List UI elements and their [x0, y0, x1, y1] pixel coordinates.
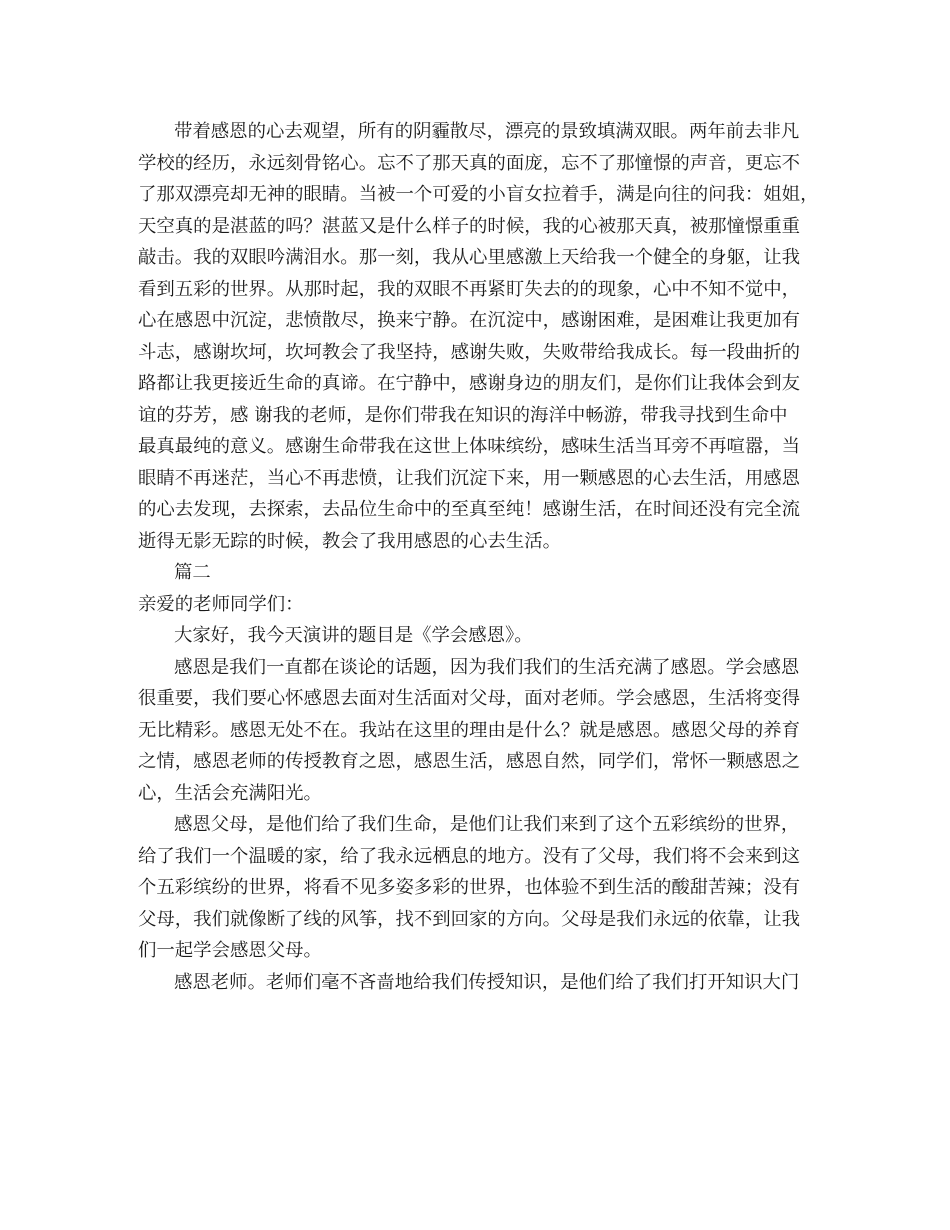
text-line: 眼睛不再迷茫，当心不再悲愤，让我们沉淀下来，用一颗感恩的心去生活，用感恩 [138, 467, 801, 489]
text-line: 之情，感恩老师的传授教育之恩，感恩生活，感恩自然，同学们，常怀一颗感恩之 [138, 751, 801, 772]
text-line: 大家好，我今天演讲的题目是《学会感恩》。 [174, 625, 533, 646]
text-line: 带着感恩的心去观望，所有的阴霾散尽，漂亮的景致填满双眼。两年前去非凡 [174, 121, 800, 142]
text-line: 感恩老师。老师们毫不吝啬地给我们传授知识，是他们给了我们打开知识大门 [174, 971, 800, 993]
document-body [138, 116, 828, 998]
text-line: 父母，我们就像断了线的风筝，找不到回家的方向。父母是我们永远的依靠，让我 [138, 908, 801, 930]
text-line: 逝得无影无踪的时候，教会了我用感恩的心去生活。 [138, 530, 561, 552]
text-line: 学校的经历，永远刻骨铭心。忘不了那天真的面庞，忘不了那憧憬的声音，更忘不 [138, 152, 801, 174]
text-line: 很重要，我们要心怀感恩去面对生活面对父母，面对老师。学会感恩，生活将变得 [138, 688, 801, 709]
text-line: 最真最纯的意义。感谢生命带我在这世上体味缤纷，感味生活当耳旁不再喧嚣，当 [138, 436, 801, 457]
text-line: 斗志，感谢坎坷，坎坷教会了我坚持，感谢失败，失败带给我成长。每一段曲折的 [138, 341, 801, 363]
text-line: 给了我们一个温暖的家，给了我永远栖息的地方。没有了父母，我们将不会来到这 [138, 845, 801, 867]
text-line: 路都让我更接近生命的真谛。在宁静中，感谢身边的朋友们，是你们让我体会到友 [138, 373, 801, 394]
text-line: 看到五彩的世界。从那时起，我的双眼不再紧盯失去的的现象，心中不知不觉中， [138, 278, 801, 300]
text-line: 心在感恩中沉淀，悲愤散尽，换来宁静。在沉淀中，感谢困难，是困难让我更加有 [138, 310, 801, 331]
text-line: 们一起学会感恩父母。 [138, 940, 322, 961]
text-line: 了那双漂亮却无神的眼睛。当被一个可爱的小盲女拉着手，满是向往的问我：姐姐， [138, 184, 819, 205]
text-line: 篇二 [174, 562, 211, 583]
text-line: 天空真的是湛蓝的吗？湛蓝又是什么样子的时候，我的心被那天真，被那憧憬重重 [138, 215, 801, 237]
text-line: 谊的芬芳，感 谢我的老师，是你们带我在知识的海洋中畅游，带我寻找到生命中 [138, 404, 788, 426]
text-line: 亲爱的老师同学们： [138, 593, 304, 615]
text-line: 的心去发现，去探索，去品位生命中的至真至纯！感谢生活，在时间还没有完全流 [138, 499, 801, 520]
text-line: 心，生活会充满阳光。 [138, 782, 322, 804]
text-line: 敲击。我的双眼吟满泪水。那一刻，我从心里感激上天给我一个健全的身躯，让我 [138, 247, 801, 268]
text-line: 无比精彩。感恩无处不在。我站在这里的理由是什么？就是感恩。感恩父母的养育 [138, 719, 801, 741]
text-line: 感恩父母，是他们给了我们生命，是他们让我们来到了这个五彩缤纷的世界， [174, 814, 800, 835]
text-line: 感恩是我们一直都在谈论的话题，因为我们我们的生活充满了感恩。学会感恩 [174, 656, 800, 678]
text-line: 个五彩缤纷的世界，将看不见多姿多彩的世界，也体验不到生活的酸甜苦辣；没有 [138, 877, 801, 898]
